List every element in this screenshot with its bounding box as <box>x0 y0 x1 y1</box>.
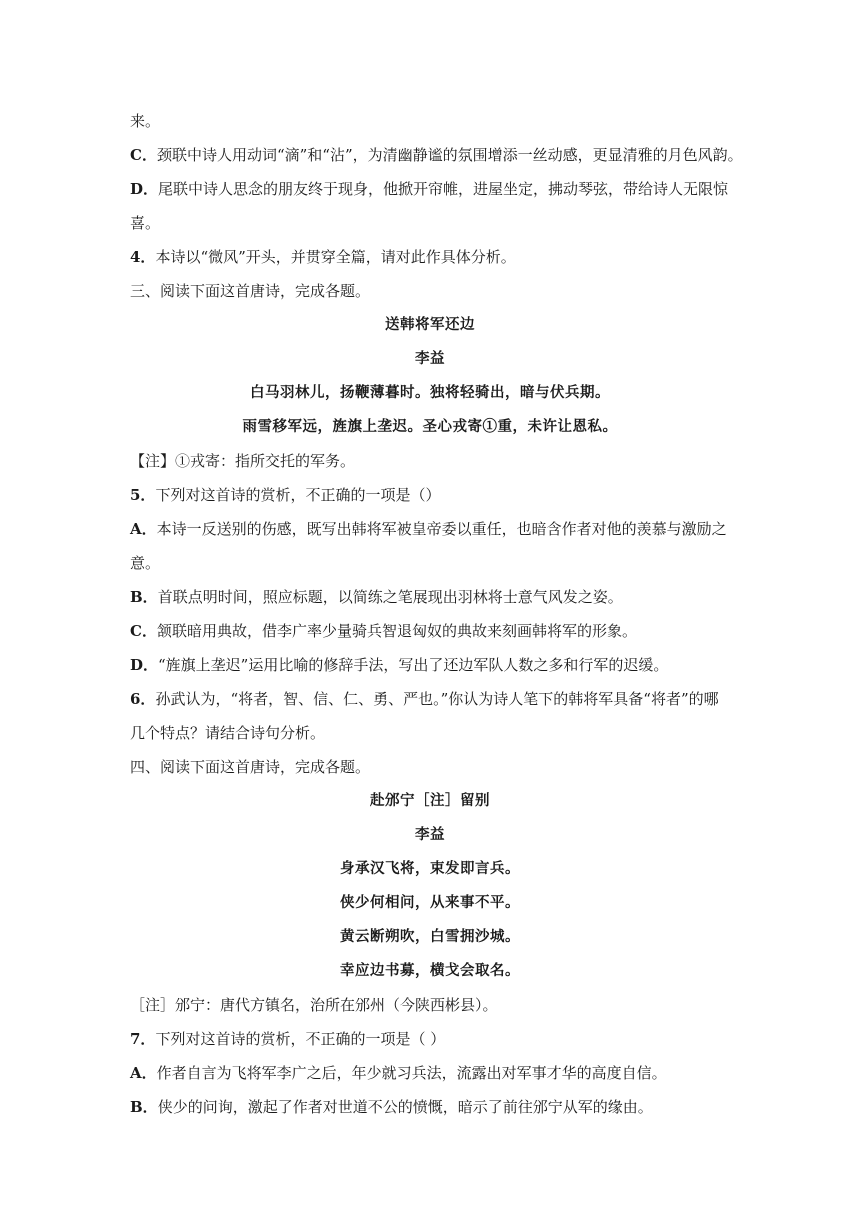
question-line <box>130 1029 730 1049</box>
line-text: 喜。 <box>130 214 161 232</box>
option-text: 本诗一反送别的伤感，既写出韩将军被皇帝委以重任，也暗含作者对他的羡慕与激励之 <box>156 520 727 538</box>
poem-line: 幸应边书募，横戈会取名。 <box>340 962 520 979</box>
question-number: 6． <box>130 690 156 708</box>
option-text: “旌旗上垄迟”运用比喻的修辞手法，写出了还边军队人数之多和行军的迟缓。 <box>158 656 669 674</box>
section-heading <box>130 757 730 777</box>
question-text: 下列对这首诗的赏析，不正确的一项是（） <box>155 486 441 504</box>
option-line <box>130 1097 730 1117</box>
question-number: 4． <box>130 248 156 266</box>
option-text: 作者自言为飞将军李广之后，年少就习兵法，流露出对军事才华的高度自信。 <box>156 1064 667 1082</box>
option-label: D． <box>130 656 159 674</box>
option-line <box>130 621 730 641</box>
footnote-text: 【注】①戎寄：指所交托的军务。 <box>130 452 356 470</box>
poem-title: 送韩将军还边 <box>385 316 475 333</box>
poem-line: 黄云断朔吹，白雪拥沙城。 <box>340 928 520 945</box>
option-text: 颈联中诗人用动词“滴”和“沾”，为清幽静谧的氛围增添一丝动感，更显清雅的月色风韵。 <box>156 146 743 164</box>
section-heading-text: 三、阅读下面这首唐诗，完成各题。 <box>130 282 371 300</box>
text-line <box>130 213 730 233</box>
option-line <box>130 519 730 539</box>
poem-line: 身承汉飞将，束发即言兵。 <box>340 860 520 877</box>
question-number: 7． <box>130 1030 156 1048</box>
question-text: 本诗以“微风”开头，并贯穿全篇，请对此作具体分析。 <box>155 248 516 266</box>
question-line <box>130 247 730 267</box>
line-text: 几个特点？请结合诗句分析。 <box>130 724 326 742</box>
poem-author: 李益 <box>415 350 445 367</box>
section-heading <box>130 281 730 301</box>
option-label: A． <box>130 1064 157 1082</box>
poem-line: 白马羽林儿，扬鞭薄暮时。独将轻骑出，暗与伏兵期。 <box>250 384 610 401</box>
line-text: 意。 <box>130 554 161 572</box>
option-line <box>130 1063 730 1083</box>
footnote-text: ［注］邠宁：唐代方镇名，治所在邠州（今陕西彬县）。 <box>130 996 498 1014</box>
option-line <box>130 587 730 607</box>
option-text: 尾联中诗人思念的朋友终于现身，他掀开帘帷，进屋坐定，拂动琴弦，带给诗人无限惊 <box>158 180 729 198</box>
section-heading-text: 四、阅读下面这首唐诗，完成各题。 <box>130 758 371 776</box>
line-text: 来。 <box>130 112 161 130</box>
option-label: D． <box>130 180 159 198</box>
option-line <box>130 145 743 165</box>
question-line <box>130 485 730 505</box>
option-label: B． <box>130 1098 158 1116</box>
text-line <box>130 553 730 573</box>
footnote <box>130 451 730 471</box>
text-line <box>130 723 730 743</box>
option-line <box>130 655 730 675</box>
poem-author: 李益 <box>415 826 445 843</box>
poem-line: 雨雪移军远，旌旗上垄迟。圣心戎寄①重，未许让恩私。 <box>242 418 618 435</box>
option-label: C． <box>130 622 157 640</box>
text-line <box>130 111 730 131</box>
option-text: 侠少的问询，激起了作者对世道不公的愤慨，暗示了前往邠宁从军的缘由。 <box>157 1098 653 1116</box>
question-text: 下列对这首诗的赏析，不正确的一项是（ ） <box>155 1030 446 1048</box>
option-label: A． <box>130 520 157 538</box>
option-label: C． <box>130 146 157 164</box>
poem-line: 侠少何相问，从来事不平。 <box>340 894 520 911</box>
question-line <box>130 689 730 709</box>
option-text: 首联点明时间，照应标题，以简练之笔展现出羽林将士意气风发之姿。 <box>157 588 623 606</box>
option-line <box>130 179 730 199</box>
option-text: 颔联暗用典故，借李广率少量骑兵智退匈奴的典故来刻画韩将军的形象。 <box>156 622 637 640</box>
poem-title: 赴邠宁［注］留别 <box>370 792 490 809</box>
footnote <box>130 995 730 1015</box>
question-number: 5． <box>130 486 156 504</box>
question-text: 孙武认为，“将者，智、信、仁、勇、严也。”你认为诗人笔下的韩将军具备“将者”的哪 <box>155 690 719 708</box>
option-label: B． <box>130 588 158 606</box>
